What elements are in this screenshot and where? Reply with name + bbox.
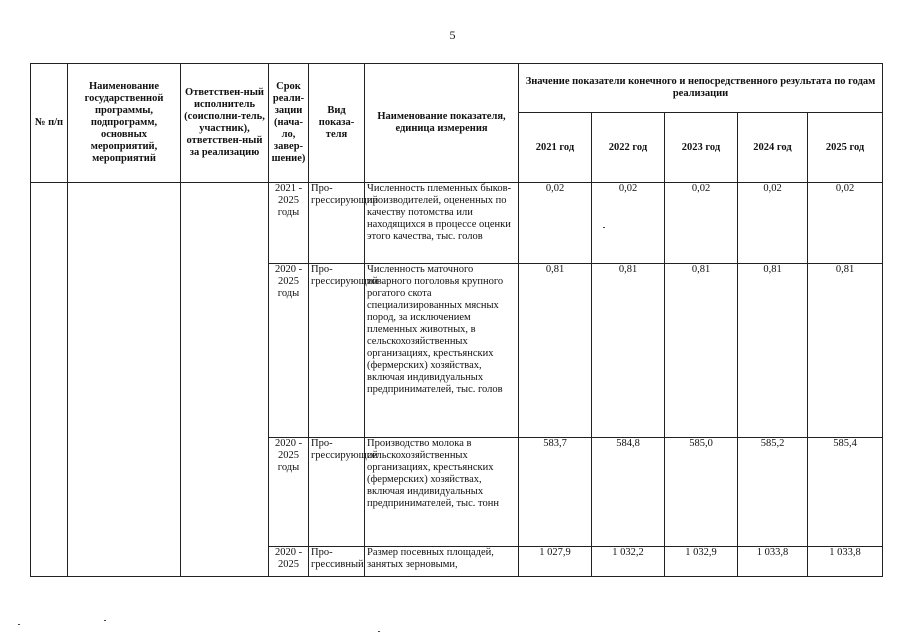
row-value-2024: 0,02 [738, 183, 808, 264]
header-period: Срок реали-зации (нача-ло, завер-шение) [269, 64, 309, 183]
row-type: Про-грессирующий [309, 264, 365, 438]
row-period: 2020 - 2025 [269, 547, 309, 577]
row-value-2022: 1 032,2 [592, 547, 665, 577]
page-number: 5 [449, 28, 456, 42]
row-value-2024: 1 033,8 [738, 547, 808, 577]
indicators-table [30, 63, 883, 577]
header-year-2022: 2022 год [592, 113, 665, 183]
header-indicator-type: Вид показа-теля [309, 64, 365, 183]
header-executor: Ответствен-ный исполнитель (соисполни-тель, участник), ответствен-ный за реализацию [181, 64, 269, 183]
row-type: Про-грессирующий [309, 438, 365, 547]
header-values-group: Значение показатели конечного и непосредственного результата по годам реализации [519, 64, 883, 113]
row-value-2022: 0,81 [592, 264, 665, 438]
header-year-2023: 2023 год [665, 113, 738, 183]
row-value-2022: 0,02 [592, 183, 665, 264]
scan-speck [378, 631, 380, 632]
row-value-2021: 1 027,9 [519, 547, 592, 577]
row-value-2021: 0,81 [519, 264, 592, 438]
row-value-2023: 0,81 [665, 264, 738, 438]
header-row-1 [31, 64, 883, 113]
row-value-2023: 0,02 [665, 183, 738, 264]
row-value-2024: 0,81 [738, 264, 808, 438]
row-indicator: Размер посевных площадей, занятых зерновыми, [365, 547, 519, 577]
header-year-2021: 2021 год [519, 113, 592, 183]
row-period: 2021 - 2025 годы [269, 183, 309, 264]
header-indicator-name: Наименование показателя, единица измерения [365, 64, 519, 183]
table-row [31, 183, 883, 264]
scan-speck [603, 227, 605, 228]
header-program-name: Наименование государственной программы, подпрограмм, основных мероприятий, мероприятий [68, 64, 181, 183]
header-year-2024: 2024 год [738, 113, 808, 183]
row-value-2025: 0,81 [808, 264, 883, 438]
cell-executor-empty [181, 183, 269, 577]
header-num: № п/п [31, 64, 68, 183]
cell-program-empty [68, 183, 181, 577]
row-type: Про-грессирующий [309, 183, 365, 264]
row-value-2024: 585,2 [738, 438, 808, 547]
row-value-2023: 1 032,9 [665, 547, 738, 577]
row-value-2025: 0,02 [808, 183, 883, 264]
cell-num-empty [31, 183, 68, 577]
row-type: Про-грессивный [309, 547, 365, 577]
scan-speck [104, 620, 106, 621]
scan-speck [18, 624, 20, 625]
row-value-2022: 584,8 [592, 438, 665, 547]
row-value-2025: 585,4 [808, 438, 883, 547]
row-period: 2020 - 2025 годы [269, 438, 309, 547]
row-period: 2020 - 2025 годы [269, 264, 309, 438]
row-indicator: Численность маточного товарного поголовья крупного рогатого скота специализированных мясных пород, за исключением племенных животных, в сельскохозяйственных организациях, крестьянских (фермерских) хозяйствах, включая индивидуальных предпринимателей, тыс. голов [365, 264, 519, 438]
row-indicator: Численность племенных быков-производителей, оцененных по качеству потомства или находящихся в процессе оценки этого качества, тыс. голов [365, 183, 519, 264]
row-value-2023: 585,0 [665, 438, 738, 547]
row-indicator: Производство молока в сельскохозяйственных организациях, крестьянских (фермерских) хозяйствах, включая индивидуальных предпринимателей, тыс. тонн [365, 438, 519, 547]
row-value-2025: 1 033,8 [808, 547, 883, 577]
header-year-2025: 2025 год [808, 113, 883, 183]
row-value-2021: 583,7 [519, 438, 592, 547]
row-value-2021: 0,02 [519, 183, 592, 264]
